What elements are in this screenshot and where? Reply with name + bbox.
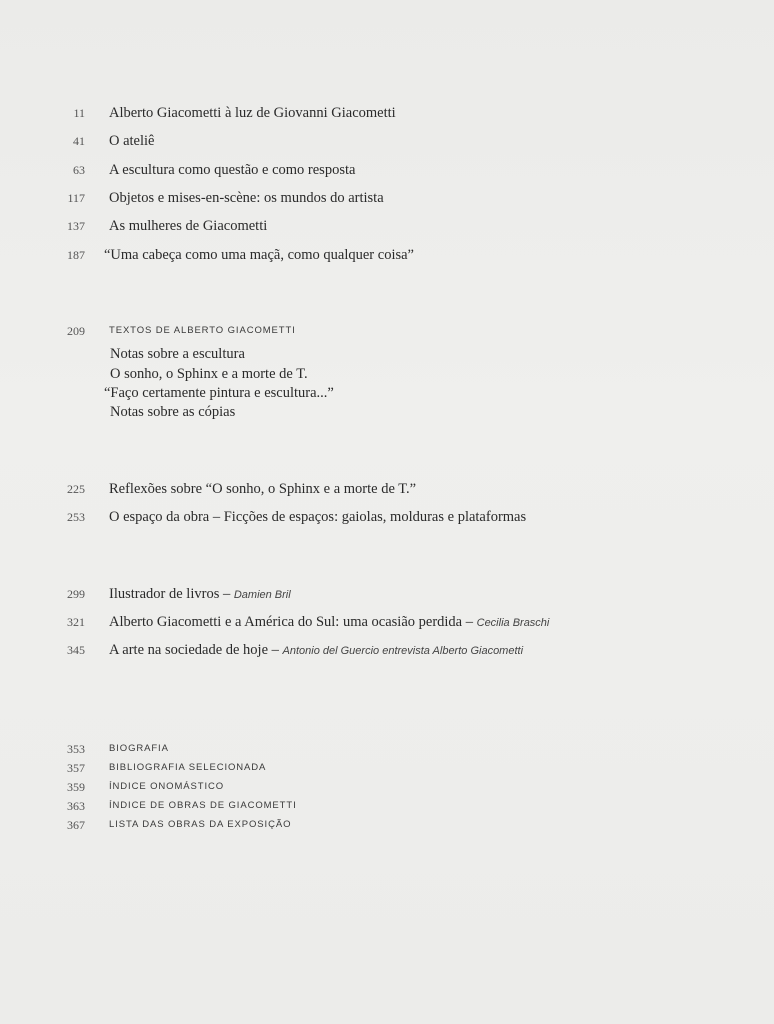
entry-title: A arte na sociedade de hoje – Antonio del Guercio entrevista Alberto Giacometti [109,642,524,658]
page-number: 299 [67,587,85,601]
entry-title: Objetos e mises-en-scène: os mundos do artista [109,190,384,206]
toc-entry[interactable] [0,188,774,208]
entry-title: O ateliê [109,133,155,149]
entry-title: Reflexões sobre “O sonho, o Sphinx e a morte de T.” [109,481,417,497]
page-number: 187 [67,248,85,262]
page-number: 363 [67,799,85,813]
page-number: 137 [67,219,85,233]
page-number: 321 [67,615,85,629]
toc-entry[interactable] [0,216,774,236]
page-number: 225 [67,482,85,496]
entry-title: Ilustrador de livros – Damien Bril [109,586,291,602]
page-number: 357 [67,761,85,775]
toc-entry[interactable] [0,739,774,759]
toc-entry[interactable] [0,640,774,660]
toc-entry[interactable] [0,160,774,180]
page-number: 367 [67,818,85,832]
page-number: 209 [67,324,85,338]
sub-entry[interactable]: Notas sobre a escultura [110,346,245,362]
entry-title: BIOGRAFIA [109,743,169,754]
page-number: 41 [73,134,85,148]
toc-entry[interactable] [0,507,774,527]
toc-entry[interactable] [0,103,774,123]
page-number: 11 [73,106,85,120]
page-number: 117 [67,191,85,205]
entry-title: “Uma cabeça como uma maçã, como qualquer coisa” [104,247,414,263]
entry-title: Alberto Giacometti à luz de Giovanni Giacometti [109,105,396,121]
entry-title: O espaço da obra – Ficções de espaços: gaiolas, molduras e plataformas [109,509,527,525]
toc-entry[interactable] [0,245,774,265]
page-number: 353 [67,742,85,756]
sub-entry[interactable]: “Faço certamente pintura e escultura...” [104,385,334,401]
page-number: 253 [67,510,85,524]
entry-title: BIBLIOGRAFIA SELECIONADA [109,762,267,773]
toc-entry[interactable] [0,796,774,816]
entry-title: As mulheres de Giacometti [109,218,268,234]
entry-title: Alberto Giacometti e a América do Sul: uma ocasião perdida – Cecilia Braschi [109,614,550,630]
entry-author: Damien Bril [233,589,291,601]
entry-title: A escultura como questão e como resposta [109,162,356,178]
toc-section-heading[interactable] [0,321,774,341]
entry-author: Cecilia Braschi [476,617,550,629]
sub-entry[interactable]: O sonho, o Sphinx e a morte de T. [110,366,308,382]
toc-entry[interactable] [0,777,774,797]
toc-entry[interactable] [0,815,774,835]
page-number: 359 [67,780,85,794]
entry-title: LISTA DAS OBRAS DA EXPOSIÇÃO [109,819,292,830]
entry-title: ÍNDICE ONOMÁSTICO [109,781,225,792]
sub-entry[interactable]: Notas sobre as cópias [110,404,236,420]
section-heading: TEXTOS DE ALBERTO GIACOMETTI [109,325,296,336]
toc-entry[interactable] [0,131,774,151]
toc-entry[interactable] [0,584,774,604]
entry-author: Antonio del Guercio entrevista Alberto Giacometti [282,645,524,657]
entry-title: ÍNDICE DE OBRAS DE GIACOMETTI [109,800,297,811]
page-number: 345 [67,643,85,657]
toc-entry[interactable] [0,479,774,499]
toc-entry[interactable] [0,612,774,632]
toc-entry[interactable] [0,758,774,778]
page-number: 63 [73,163,85,177]
